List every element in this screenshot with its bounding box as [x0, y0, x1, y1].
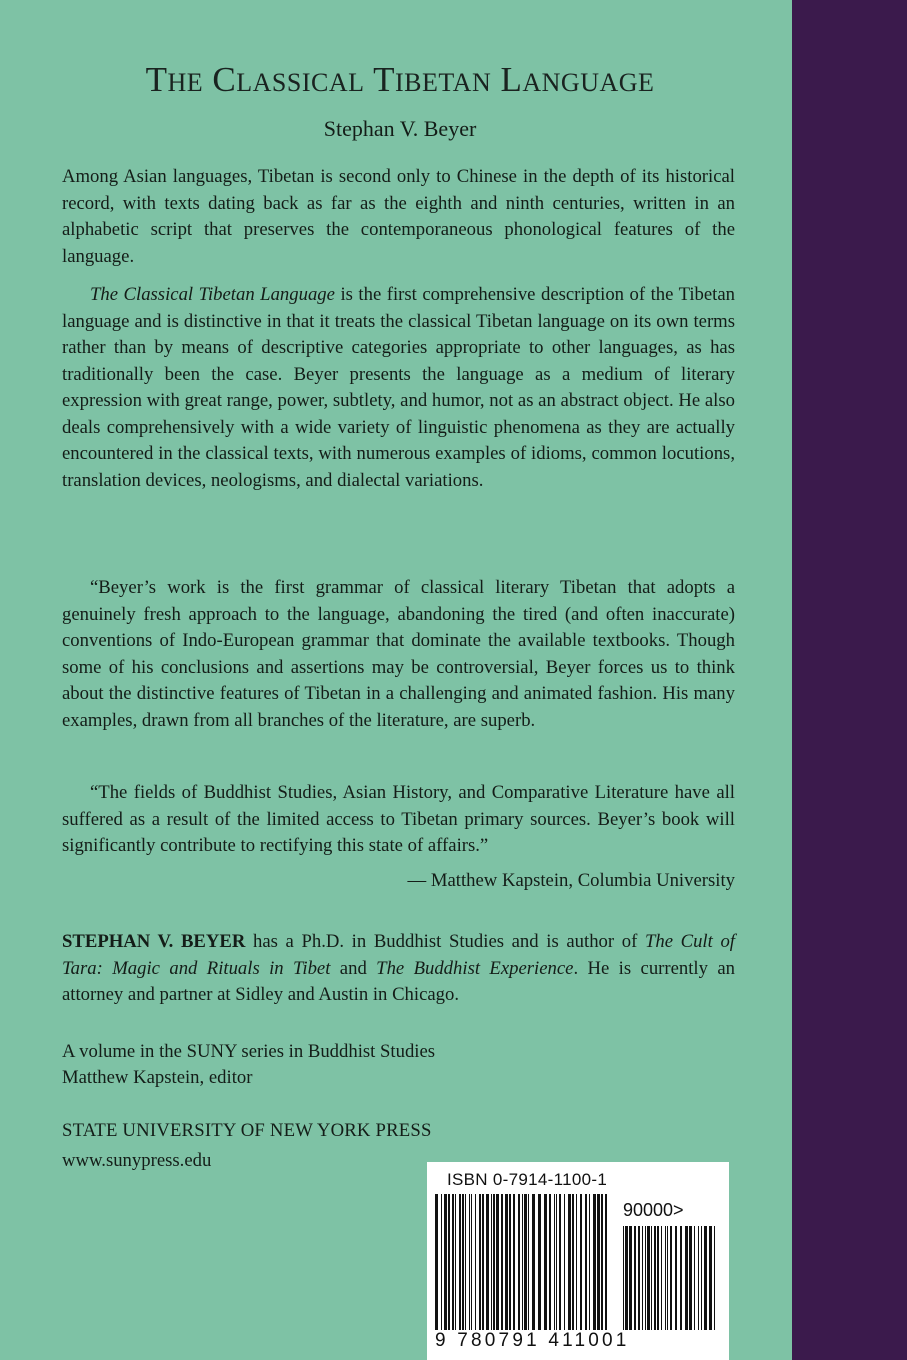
- review-quote-2: “The fields of Buddhist Studies, Asian History, and Comparative Literature have all suffered as a result of the limited access to Tibetan primary sources. Beyer’s book will significantly contribute to rectifying this state of affairs.”: [62, 782, 735, 856]
- barcode-bar: [589, 1194, 590, 1330]
- price-code-text: 90000>: [623, 1200, 684, 1220]
- barcode-bar: [670, 1226, 672, 1330]
- barcode-bar: [459, 1194, 461, 1330]
- barcode-bar: [580, 1194, 582, 1330]
- barcode-bar: [532, 1194, 535, 1330]
- publisher-info: [62, 1116, 432, 1176]
- barcode-bar: [493, 1194, 495, 1330]
- barcode-bar: [564, 1194, 565, 1330]
- book-title: [0, 60, 800, 100]
- title-word: CLASSICAL: [212, 60, 365, 99]
- barcode-bar: [585, 1194, 587, 1330]
- barcode-bar: [441, 1194, 442, 1330]
- barcode-bar: [642, 1226, 643, 1330]
- addon-barcode-bars: [623, 1226, 719, 1334]
- bio-name: STEPHAN V. BEYER: [62, 931, 246, 952]
- barcode-bar: [704, 1226, 707, 1330]
- barcode-bar: [675, 1226, 677, 1330]
- barcode-bar: [657, 1226, 659, 1330]
- barcode-bar: [518, 1194, 520, 1330]
- barcode-bar: [475, 1194, 476, 1330]
- title-word: THE: [145, 60, 204, 99]
- barcode-bar: [634, 1226, 636, 1330]
- barcode-bar: [605, 1194, 607, 1330]
- barcode-bar: [509, 1194, 511, 1330]
- barcode-bar: [694, 1226, 695, 1330]
- barcode-bar: [685, 1226, 688, 1330]
- isbn-text: ISBN 0-7914-1100-1: [447, 1170, 608, 1189]
- barcode-bar: [452, 1194, 454, 1330]
- series-editor: Matthew Kapstein, editor: [62, 1067, 253, 1088]
- barcode-bar: [556, 1194, 557, 1330]
- author-bio: STEPHAN V. BEYER has a Ph.D. in Buddhist Studies and is author of The Cult of Tara: Magic and Rituals in Tibet and The Buddhist Experience. He is currently an attorney and partner at Sidley and Austin in Chicago.: [62, 931, 735, 1005]
- barcode-bar: [701, 1226, 702, 1330]
- barcode-bar: [559, 1194, 561, 1330]
- series-info: [62, 1039, 435, 1091]
- barcode-bar: [528, 1194, 529, 1330]
- title-word: TIBETAN: [373, 60, 492, 99]
- ean-barcode-bars: [435, 1194, 611, 1334]
- barcode-bar: [471, 1194, 472, 1330]
- barcode-bar: [638, 1226, 640, 1330]
- publisher-url: www.sunypress.edu: [62, 1150, 212, 1171]
- review-attribution: — Matthew Kapstein, Columbia University: [407, 870, 735, 891]
- publisher-name: STATE UNIVERSITY OF NEW YORK PRESS: [62, 1120, 432, 1141]
- barcode-bar: [462, 1194, 464, 1330]
- barcode-bar: [568, 1194, 571, 1330]
- barcode-bar: [572, 1194, 574, 1330]
- bio-book-2: The Buddhist Experience: [376, 957, 574, 979]
- barcode-bar: [576, 1194, 577, 1330]
- barcode-bar: [680, 1226, 682, 1330]
- book-title-italic: The Classical Tibetan Language: [90, 284, 335, 305]
- book-spine: [792, 0, 907, 1360]
- barcode-bar: [522, 1194, 523, 1330]
- barcode-bar: [689, 1226, 692, 1330]
- barcode-bar: [709, 1226, 712, 1330]
- barcode-bar: [597, 1194, 600, 1330]
- barcode-bar: [524, 1194, 527, 1330]
- barcode-bar: [623, 1226, 624, 1330]
- barcode-bar: [491, 1194, 492, 1330]
- barcode-bar: [482, 1194, 484, 1330]
- barcode-bar: [549, 1194, 551, 1330]
- barcode-bar: [714, 1226, 715, 1330]
- barcode-bar: [479, 1194, 481, 1330]
- barcode-bar: [538, 1194, 541, 1330]
- barcode-bar: [465, 1194, 466, 1330]
- barcode-bar: [654, 1226, 656, 1330]
- book-author: Stephan V. Beyer: [323, 116, 477, 141]
- description-paragraph-1: Among Asian languages, Tibetan is second only to Chinese in the depth of its historical record, with texts dating back as far as the eighth and ninth centuries, written in an alphabetic script that preserves the contemporaneous phonological features of the language.: [62, 166, 735, 267]
- barcode-bar: [554, 1194, 555, 1330]
- ean-digits: 9 780791 411001: [435, 1330, 630, 1351]
- barcode-bar: [444, 1194, 447, 1330]
- barcode-bar: [544, 1194, 547, 1330]
- barcode-bar: [496, 1194, 499, 1330]
- barcode-bar: [513, 1194, 515, 1330]
- barcode-bar: [486, 1194, 489, 1330]
- barcode-bar: [601, 1194, 603, 1330]
- barcode-bar: [698, 1226, 699, 1330]
- barcode-bar: [435, 1194, 438, 1330]
- barcode-bar: [661, 1226, 662, 1330]
- barcode-bar: [629, 1226, 632, 1330]
- description-paragraph-2: The Classical Tibetan Language is the first comprehensive description of the Tibetan language and is distinctive in that it treats the classical Tibetan language on its own terms rather than by means of descriptive categories appropriate to other languages, as has traditionally been the case. Beyer presents the language as a medium of literary expression with great range, power, subtlety, and humor, not as an abstract object. He also deals comprehensively with a wide variety of linguistic phenomena as they are actually encountered in the classical texts, with numerous examples of idioms, common locutions, translation devices, neologisms, and dialectal variations.: [62, 284, 736, 491]
- barcode-bar: [645, 1226, 646, 1330]
- barcode-bar: [625, 1226, 628, 1330]
- barcode-bar: [647, 1226, 650, 1330]
- barcode-bar: [448, 1194, 450, 1330]
- barcode-bar: [469, 1194, 470, 1330]
- series-line: A volume in the SUNY series in Buddhist Studies: [62, 1041, 436, 1062]
- barcode-bar: [651, 1226, 652, 1330]
- barcode-bar: [593, 1194, 596, 1330]
- title-word: LANGUAGE: [500, 60, 655, 99]
- isbn-barcode: [427, 1162, 729, 1360]
- barcode-bar: [505, 1194, 508, 1330]
- barcode-bar: [455, 1194, 456, 1330]
- barcode-bar: [665, 1226, 666, 1330]
- bio-book-1: The Cult of Tara: Magic and Rituals in Tibet: [62, 931, 735, 979]
- review-quote-1: “Beyer’s work is the first grammar of classical literary Tibetan that adopts a genuinely fresh approach to the language, abandoning the tired (and often inaccurate) conventions of Indo-European grammar that dominate the available textbooks. Though some of his conclusions and assertions may be controversial, Beyer forces us to think about the distinctive features of Tibetan in a challenging and animated fashion. His many examples, drawn from all branches of the literature, are superb.: [62, 577, 735, 731]
- barcode-bar: [667, 1226, 668, 1330]
- barcode-bar: [501, 1194, 503, 1330]
